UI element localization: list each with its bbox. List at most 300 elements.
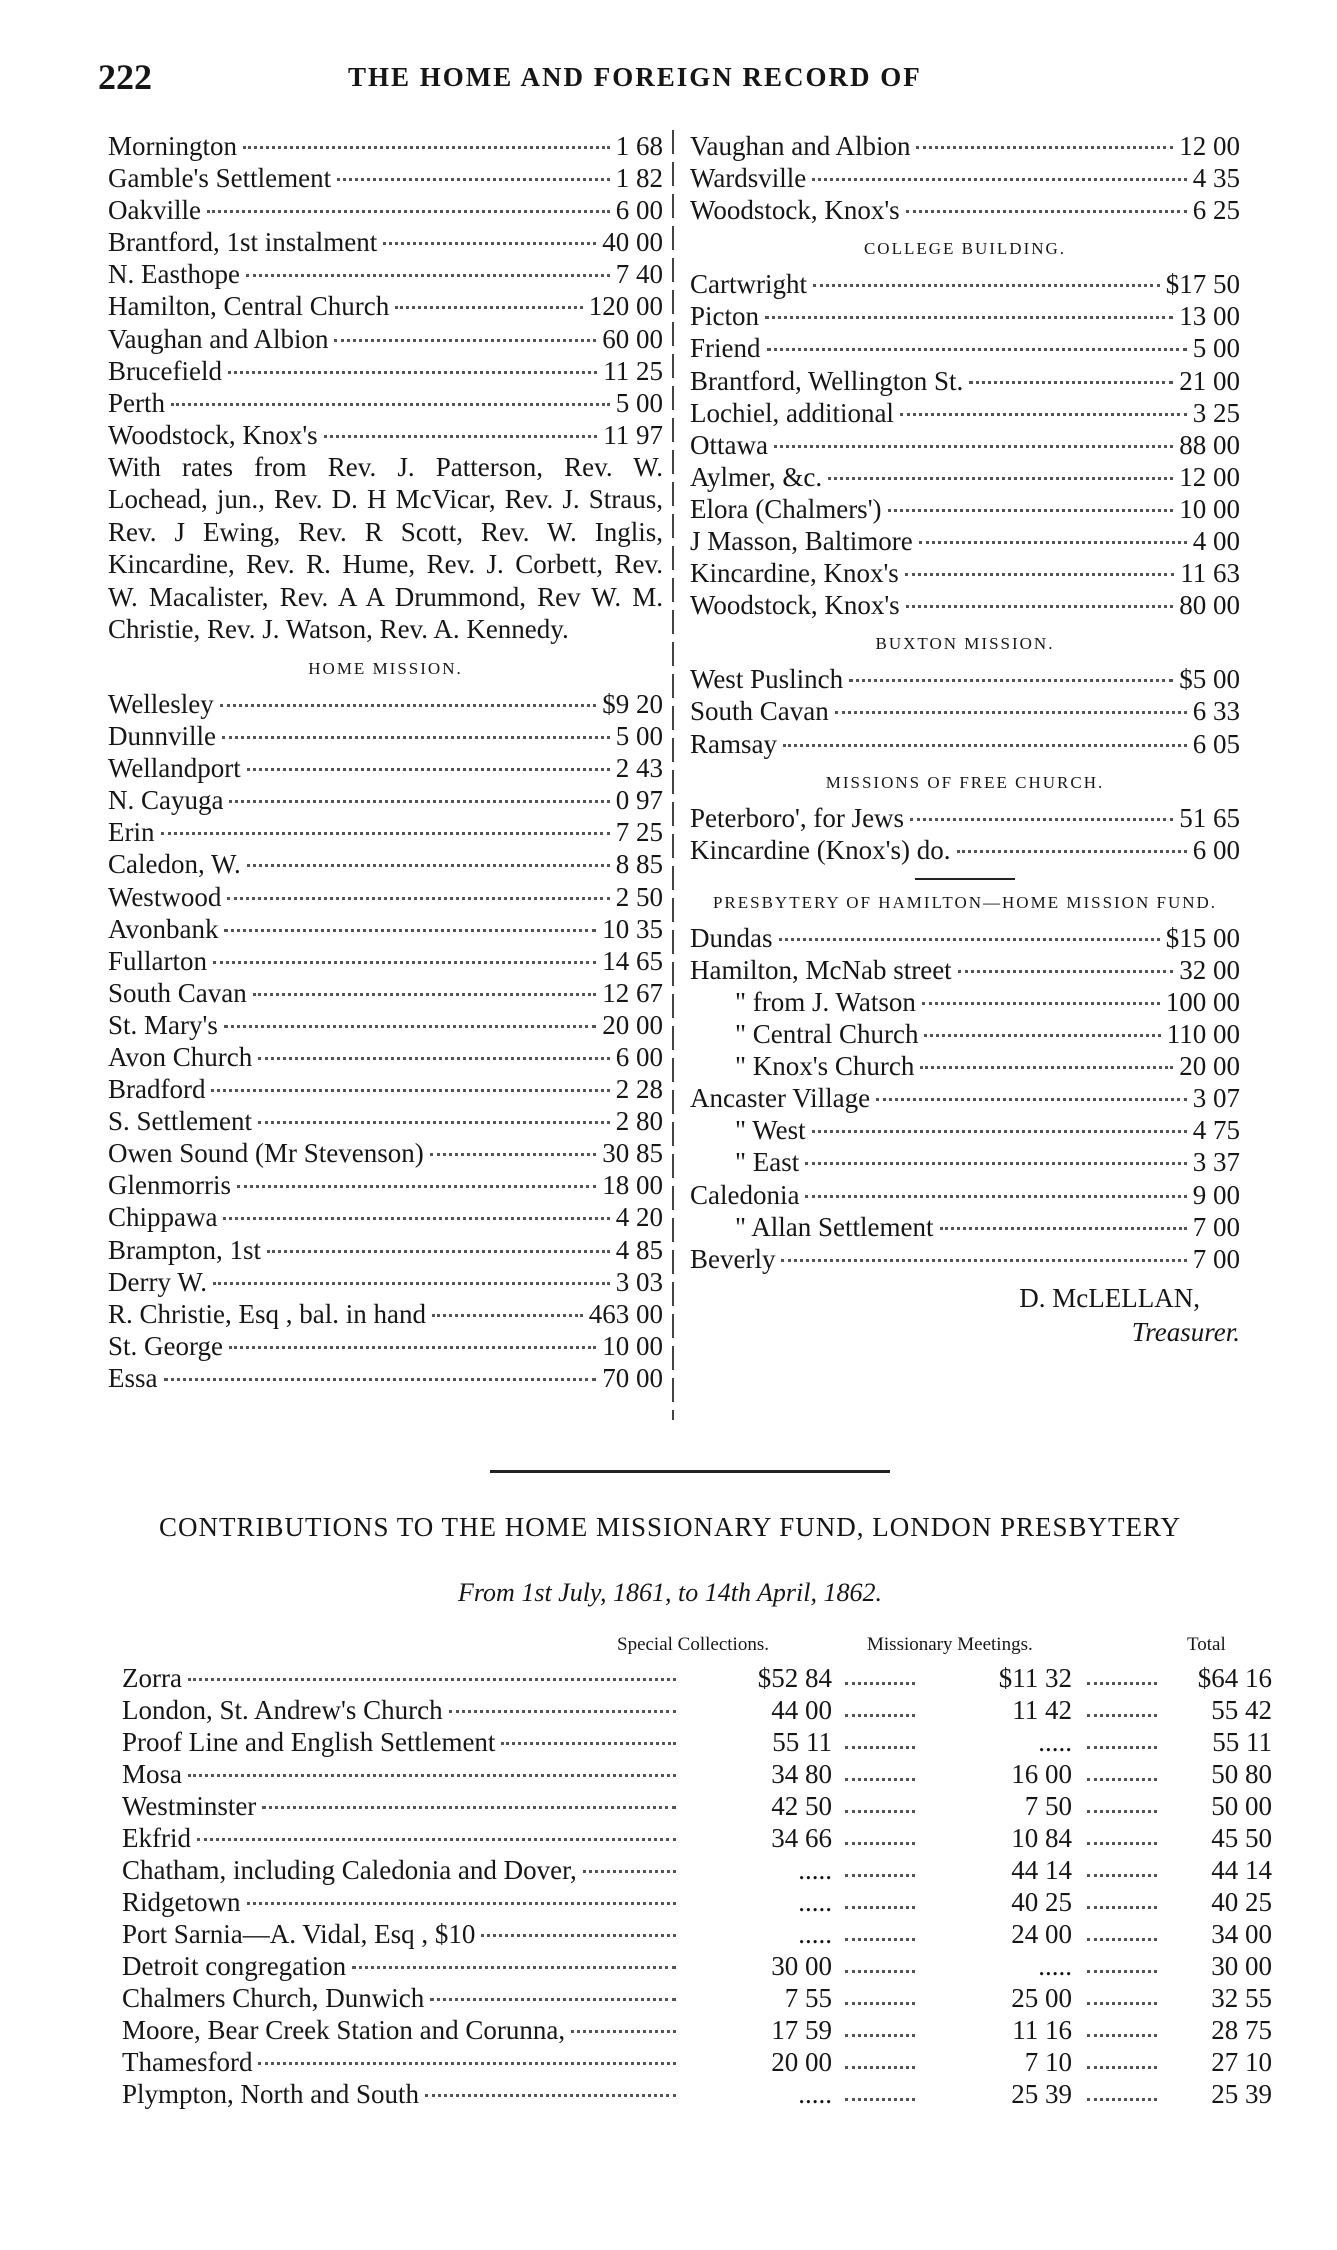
rates-paragraph: With rates from Rev. J. Patterson, Rev. W. Lochead, jun., Rev. D. H McVicar, Rev. J. Straus, Rev. J Ewing, Rev. R Scott, Rev. W. Inglis, Kincardine, Rev. R. Hume, Rev. J. Corbett, Rev. W. Macalister, Rev. A A Drummond, Rev W. M. Christie, Rev. J. Watson, Rev. A. Kennedy. (108, 451, 663, 645)
item-name: R. Christie, Esq , bal. in hand (108, 1298, 426, 1329)
item-name: Derry W. (108, 1266, 207, 1297)
dot-leader (188, 1774, 676, 1777)
row-name: Mosa (122, 1759, 182, 1789)
section-heading-buxton: BUXTON MISSION. (875, 634, 1055, 654)
item-amount: 7 00 (1192, 1211, 1240, 1242)
table-header (122, 1628, 1272, 1662)
item-amount: 120 00 (588, 291, 663, 322)
item-name: Owen Sound (Mr Stevenson) (108, 1138, 424, 1169)
dot-leader (845, 1842, 915, 1845)
dot-leader (352, 1966, 676, 1969)
right-list-buxton (690, 663, 1240, 759)
table-row (122, 2046, 1272, 2078)
dot-leader (207, 210, 610, 213)
list-item (690, 695, 1240, 727)
item-name: Dundas (690, 922, 773, 953)
dot-leader (969, 381, 1173, 384)
item-name: Erin (108, 817, 155, 848)
dot-leader (849, 679, 1173, 682)
item-name: Chippawa (108, 1202, 218, 1233)
dot-leader (765, 316, 1173, 319)
total-cell: $64 16 (1197, 1663, 1272, 1693)
item-name: Ramsay (690, 728, 777, 759)
dot-leader (845, 1746, 915, 1749)
header-meetings: Missionary Meetings. (867, 1634, 1033, 1655)
dot-leader (430, 1998, 676, 2001)
list-item (108, 419, 663, 451)
dot-leader (258, 1057, 610, 1060)
item-amount: 0 97 (615, 785, 663, 816)
item-amount: 18 00 (602, 1170, 663, 1201)
dot-leader (779, 938, 1160, 941)
column-divider (672, 130, 674, 1420)
dot-leader (571, 2030, 676, 2033)
total-cell: 45 50 (1211, 1823, 1272, 1853)
row-name-cell (122, 1822, 682, 1854)
dot-leader (229, 800, 609, 803)
dot-leader (583, 1870, 676, 1873)
table-row (122, 1950, 1272, 1982)
left-list-general (108, 130, 663, 451)
dot-leader (188, 1678, 676, 1681)
table-row (122, 1694, 1272, 1726)
dot-leader (224, 929, 596, 932)
item-amount: 6 25 (1192, 195, 1240, 226)
list-item (690, 1179, 1240, 1211)
table-row (122, 1758, 1272, 1790)
item-amount: $17 50 (1165, 269, 1240, 300)
dot-leader (1087, 2098, 1157, 2101)
row-name-cell (122, 1790, 682, 1822)
dot-leader (812, 178, 1186, 181)
list-item (108, 977, 663, 1009)
dot-leader (211, 1089, 609, 1092)
dot-leader (1087, 2066, 1157, 2069)
total-cell: 27 10 (1211, 2047, 1272, 2077)
list-item (108, 162, 663, 194)
list-item (690, 802, 1240, 834)
dot-leader (432, 1314, 583, 1317)
dot-leader (805, 1195, 1186, 1198)
dot-leader (1087, 1682, 1157, 1685)
contributions-title: CONTRIBUTIONS TO THE HOME MISSIONARY FUND, LONDON PRESBYTERY (158, 1512, 1182, 1542)
table-row (122, 2014, 1272, 2046)
missionary-meetings-cell: 10 84 (1011, 1823, 1072, 1853)
total-cell: 55 42 (1211, 1695, 1272, 1725)
item-name: Westwood (108, 881, 222, 912)
item-name: Caledonia (690, 1179, 800, 1210)
special-collections-cell: 7 55 (784, 1983, 832, 2013)
dot-leader (919, 541, 1187, 544)
dot-leader (258, 1121, 610, 1124)
total-cell: 40 25 (1211, 1887, 1272, 1917)
item-name: Caledon, W. (108, 849, 241, 880)
row-name: Proof Line and English Settlement (122, 1727, 496, 1757)
signature-name: D. McLELLAN, (1019, 1282, 1200, 1313)
list-item (108, 752, 663, 784)
dot-leader (767, 348, 1187, 351)
missionary-meetings-cell: 40 25 (1011, 1887, 1072, 1917)
dot-leader (940, 1227, 1187, 1230)
item-name: N. Easthope (108, 259, 240, 290)
dot-leader (425, 2094, 676, 2097)
list-item (108, 1041, 663, 1073)
dot-leader (223, 1217, 609, 1220)
row-name-cell (122, 2078, 682, 2110)
missionary-meetings-cell: 24 00 (1011, 1919, 1072, 1949)
dot-leader (924, 1034, 1160, 1037)
dot-leader (430, 1153, 597, 1156)
row-name: Moore, Bear Creek Station and Corunna, (122, 2015, 566, 2045)
list-item (690, 365, 1240, 397)
dot-leader (910, 818, 1173, 821)
item-amount: 3 07 (1192, 1083, 1240, 1114)
dot-leader (957, 850, 1187, 853)
dot-leader (243, 146, 610, 149)
right-list-general (690, 130, 1240, 226)
item-amount: 1 82 (615, 163, 663, 194)
list-item (690, 1018, 1240, 1050)
list-item (690, 525, 1240, 557)
total-cell: 50 00 (1211, 1791, 1272, 1821)
list-item (108, 1073, 663, 1105)
item-name: Vaughan and Albion (690, 131, 911, 161)
dot-leader (267, 1250, 610, 1253)
item-name: Woodstock, Knox's (690, 195, 900, 226)
item-amount: 12 00 (1179, 461, 1240, 492)
row-name: Chatham, including Caledonia and Dover, (122, 1855, 577, 1885)
list-item (108, 323, 663, 355)
dot-leader (246, 274, 610, 277)
item-amount: 10 35 (602, 913, 663, 944)
table-row (122, 1662, 1272, 1694)
dot-leader (224, 1025, 596, 1028)
item-amount: 32 00 (1179, 954, 1240, 985)
dot-leader (906, 210, 1187, 213)
dot-leader (213, 961, 596, 964)
list-item (690, 922, 1240, 954)
item-name: Beverly (690, 1243, 776, 1274)
dot-leader (161, 832, 610, 835)
dot-leader (229, 1346, 596, 1349)
dot-leader (247, 768, 610, 771)
item-name: Hamilton, McNab street (690, 954, 952, 985)
list-item (690, 332, 1240, 364)
item-amount: 4 35 (1192, 163, 1240, 194)
item-amount: 88 00 (1179, 429, 1240, 460)
list-item (690, 1082, 1240, 1114)
item-amount: 12 00 (1179, 131, 1240, 161)
dot-leader (262, 1806, 676, 1809)
dot-leader (1087, 1810, 1157, 1813)
list-item (690, 557, 1240, 589)
list-item (690, 1146, 1240, 1178)
total-cell: 25 39 (1211, 2079, 1272, 2109)
item-amount: 30 85 (602, 1138, 663, 1169)
special-collections-cell: 34 66 (771, 1823, 832, 1853)
list-item (690, 461, 1240, 493)
list-item (690, 1243, 1240, 1275)
right-list-free-church (690, 802, 1240, 866)
right-list-presbytery (690, 922, 1240, 1275)
table-body (122, 1662, 1272, 2110)
missionary-meetings-cell: 25 00 (1011, 1983, 1072, 2013)
missionary-meetings-cell: ..... (1038, 1951, 1072, 1981)
list-item (690, 1050, 1240, 1082)
row-name-cell (122, 1854, 682, 1886)
missionary-meetings-cell: 7 50 (1024, 1791, 1072, 1821)
item-amount: 51 65 (1179, 802, 1240, 833)
list-item (108, 816, 663, 848)
dot-leader (906, 605, 1174, 608)
dot-leader (845, 1874, 915, 1877)
item-amount: $15 00 (1165, 922, 1240, 953)
item-amount: 6 33 (1192, 696, 1240, 727)
dot-leader (876, 1098, 1187, 1101)
list-item (108, 913, 663, 945)
table-row (122, 1918, 1272, 1950)
dot-leader (324, 435, 598, 438)
header-special: Special Collections. (617, 1634, 769, 1655)
dot-leader (845, 1682, 915, 1685)
item-amount: 6 00 (1192, 834, 1240, 865)
list-item (108, 1105, 663, 1137)
item-name: Avon Church (108, 1041, 253, 1072)
dot-leader (171, 403, 610, 406)
list-item (108, 881, 663, 913)
section-heading-home-mission: HOME MISSION. (308, 658, 463, 678)
row-name: Chalmers Church, Dunwich (122, 1983, 425, 2013)
list-item (108, 784, 663, 816)
item-name: Bradford (108, 1074, 206, 1105)
row-name: Detroit congregation (122, 1951, 347, 1981)
list-item (690, 728, 1240, 760)
dot-leader (783, 744, 1187, 747)
table-row (122, 2078, 1272, 2110)
list-item (108, 194, 663, 226)
list-item (108, 1298, 663, 1330)
signature-title: Treasurer. (1131, 1316, 1240, 1347)
dot-leader (813, 284, 1160, 287)
dot-leader (1087, 1906, 1157, 1909)
dot-leader (1087, 1746, 1157, 1749)
item-amount: 11 63 (1180, 558, 1240, 589)
list-item (690, 1114, 1240, 1146)
dot-leader (383, 242, 596, 245)
item-name: Wellesley (108, 688, 214, 719)
list-item (108, 387, 663, 419)
table-row (122, 1822, 1272, 1854)
section-heading-college: COLLEGE BUILDING. (863, 239, 1067, 259)
dot-leader (774, 445, 1173, 448)
dot-leader (1087, 1874, 1157, 1877)
item-amount: $9 20 (602, 688, 663, 719)
item-amount: 12 67 (602, 977, 663, 1008)
dot-leader (835, 711, 1187, 714)
missionary-meetings-cell: $11 32 (998, 1663, 1072, 1693)
item-amount: 110 00 (1166, 1019, 1240, 1050)
row-name: London, St. Andrew's Church (122, 1695, 443, 1725)
item-amount: 6 00 (615, 195, 663, 226)
total-cell: 30 00 (1211, 1951, 1272, 1981)
dot-leader (845, 1714, 915, 1717)
right-list-college (690, 268, 1240, 621)
dot-leader (845, 2034, 915, 2037)
item-name: Hamilton, Central Church (108, 291, 390, 322)
dot-leader (845, 1938, 915, 1941)
special-collections-cell: 30 00 (771, 1951, 832, 1981)
item-amount: 21 00 (1179, 365, 1240, 396)
special-collections-cell: 17 59 (771, 2015, 832, 2045)
list-item (108, 1362, 663, 1394)
item-name: Kincardine, Knox's (690, 558, 899, 589)
list-item (108, 258, 663, 290)
item-name: " West (735, 1115, 806, 1146)
item-name: Picton (690, 301, 760, 332)
dot-leader (1087, 1714, 1157, 1717)
item-amount: 3 25 (1192, 397, 1240, 428)
item-name: Cartwright (690, 269, 807, 300)
total-cell: 28 75 (1211, 2015, 1272, 2045)
page-number: 222 (98, 57, 152, 97)
item-name: J Masson, Baltimore (690, 526, 913, 557)
item-name: Brucefield (108, 355, 222, 386)
left-column (108, 130, 663, 1394)
list-item (108, 1234, 663, 1266)
item-amount: 10 00 (1179, 493, 1240, 524)
row-name: Port Sarnia—A. Vidal, Esq , $10 (122, 1919, 476, 1949)
section-rule-long (490, 1470, 890, 1473)
dot-leader (247, 1902, 677, 1905)
item-amount: 10 00 (602, 1330, 663, 1361)
list-item (690, 397, 1240, 429)
dot-leader (805, 1162, 1186, 1165)
row-name: Zorra (122, 1663, 182, 1693)
list-item (108, 1169, 663, 1201)
special-collections-cell: ..... (798, 1855, 832, 1885)
item-name: " from J. Watson (735, 986, 916, 1017)
item-amount: 2 50 (615, 881, 663, 912)
section-heading-free-church: MISSIONS OF FREE CHURCH. (825, 772, 1105, 792)
total-cell: 50 80 (1211, 1759, 1272, 1789)
missionary-meetings-cell: 7 10 (1024, 2047, 1072, 2077)
row-name-cell (122, 1950, 682, 1982)
item-amount: 2 43 (615, 753, 663, 784)
dot-leader (228, 371, 597, 374)
row-name-cell (122, 1694, 682, 1726)
row-name-cell (122, 1886, 682, 1918)
list-item (690, 130, 1240, 162)
item-name: " East (735, 1147, 800, 1178)
item-name: St. George (108, 1330, 223, 1361)
item-name: Aylmer, &c. (690, 461, 823, 492)
item-name: Perth (108, 387, 165, 418)
list-item (690, 986, 1240, 1018)
list-item (108, 1137, 663, 1169)
special-collections-cell: ..... (798, 1919, 832, 1949)
item-name: South Cavan (108, 977, 247, 1008)
item-name: Glenmorris (108, 1170, 231, 1201)
item-amount: 2 80 (615, 1106, 663, 1137)
total-cell: 44 14 (1211, 1855, 1272, 1885)
missionary-meetings-cell: 44 14 (1011, 1855, 1072, 1885)
dot-leader (334, 339, 596, 342)
special-collections-cell: ..... (798, 1887, 832, 1917)
left-list-home-mission (108, 688, 663, 1394)
dot-leader (1087, 1778, 1157, 1781)
list-item (108, 1266, 663, 1298)
section-rule (915, 878, 1015, 880)
dot-leader (916, 146, 1173, 149)
total-cell: 55 11 (1212, 1727, 1272, 1757)
item-amount: 14 65 (602, 945, 663, 976)
item-name: Oakville (108, 195, 201, 226)
dot-leader (845, 1778, 915, 1781)
item-name: Essa (108, 1362, 158, 1393)
row-name-cell (122, 1662, 682, 1694)
item-name: Ancaster Village (690, 1083, 871, 1114)
item-name: Brampton, 1st (108, 1234, 261, 1265)
dot-leader (449, 1710, 676, 1713)
special-collections-cell: ..... (798, 2079, 832, 2109)
list-item (108, 355, 663, 387)
missionary-meetings-cell: 16 00 (1011, 1759, 1072, 1789)
dot-leader (395, 306, 583, 309)
item-name: West Puslinch (690, 664, 844, 695)
dot-leader (1087, 1842, 1157, 1845)
item-amount: 6 05 (1192, 728, 1240, 759)
special-collections-cell: 42 50 (771, 1791, 832, 1821)
item-name: Vaughan and Albion (108, 323, 329, 354)
item-name: Fullarton (108, 945, 207, 976)
row-name: Ekfrid (122, 1823, 191, 1853)
item-amount: 3 03 (615, 1266, 663, 1297)
dot-leader (222, 736, 610, 739)
dot-leader (213, 1282, 610, 1285)
section-heading-presbytery: PRESBYTERY OF HAMILTON—HOME MISSION FUND. (712, 892, 1218, 912)
dot-leader (237, 1185, 596, 1188)
item-name: S. Settlement (108, 1106, 252, 1137)
dot-leader (781, 1259, 1186, 1262)
item-amount: 20 00 (1179, 1051, 1240, 1082)
row-name: Ridgetown (122, 1887, 241, 1917)
dot-leader (922, 1002, 1160, 1005)
list-item (690, 663, 1240, 695)
item-amount: 4 85 (615, 1234, 663, 1265)
list-item (108, 720, 663, 752)
page-header (98, 56, 1248, 108)
dot-leader (1087, 2034, 1157, 2037)
dot-leader (481, 1934, 676, 1937)
row-name-cell (122, 2014, 682, 2046)
item-name: Woodstock, Knox's (108, 419, 318, 450)
item-amount: 2 28 (615, 1074, 663, 1105)
missionary-meetings-cell: 11 42 (1012, 1695, 1072, 1725)
item-name: " Knox's Church (735, 1051, 915, 1082)
dot-leader (247, 864, 610, 867)
list-item (690, 954, 1240, 986)
special-collections-cell: 34 80 (771, 1759, 832, 1789)
item-amount: 7 40 (615, 259, 663, 290)
dot-leader (812, 1130, 1187, 1133)
table-row (122, 1886, 1272, 1918)
list-item (108, 1201, 663, 1233)
dot-leader (164, 1378, 597, 1381)
dot-leader (1087, 1938, 1157, 1941)
item-name: Elora (Chalmers') (690, 493, 882, 524)
item-name: " Central Church (735, 1019, 919, 1050)
item-name: St. Mary's (108, 1009, 218, 1040)
